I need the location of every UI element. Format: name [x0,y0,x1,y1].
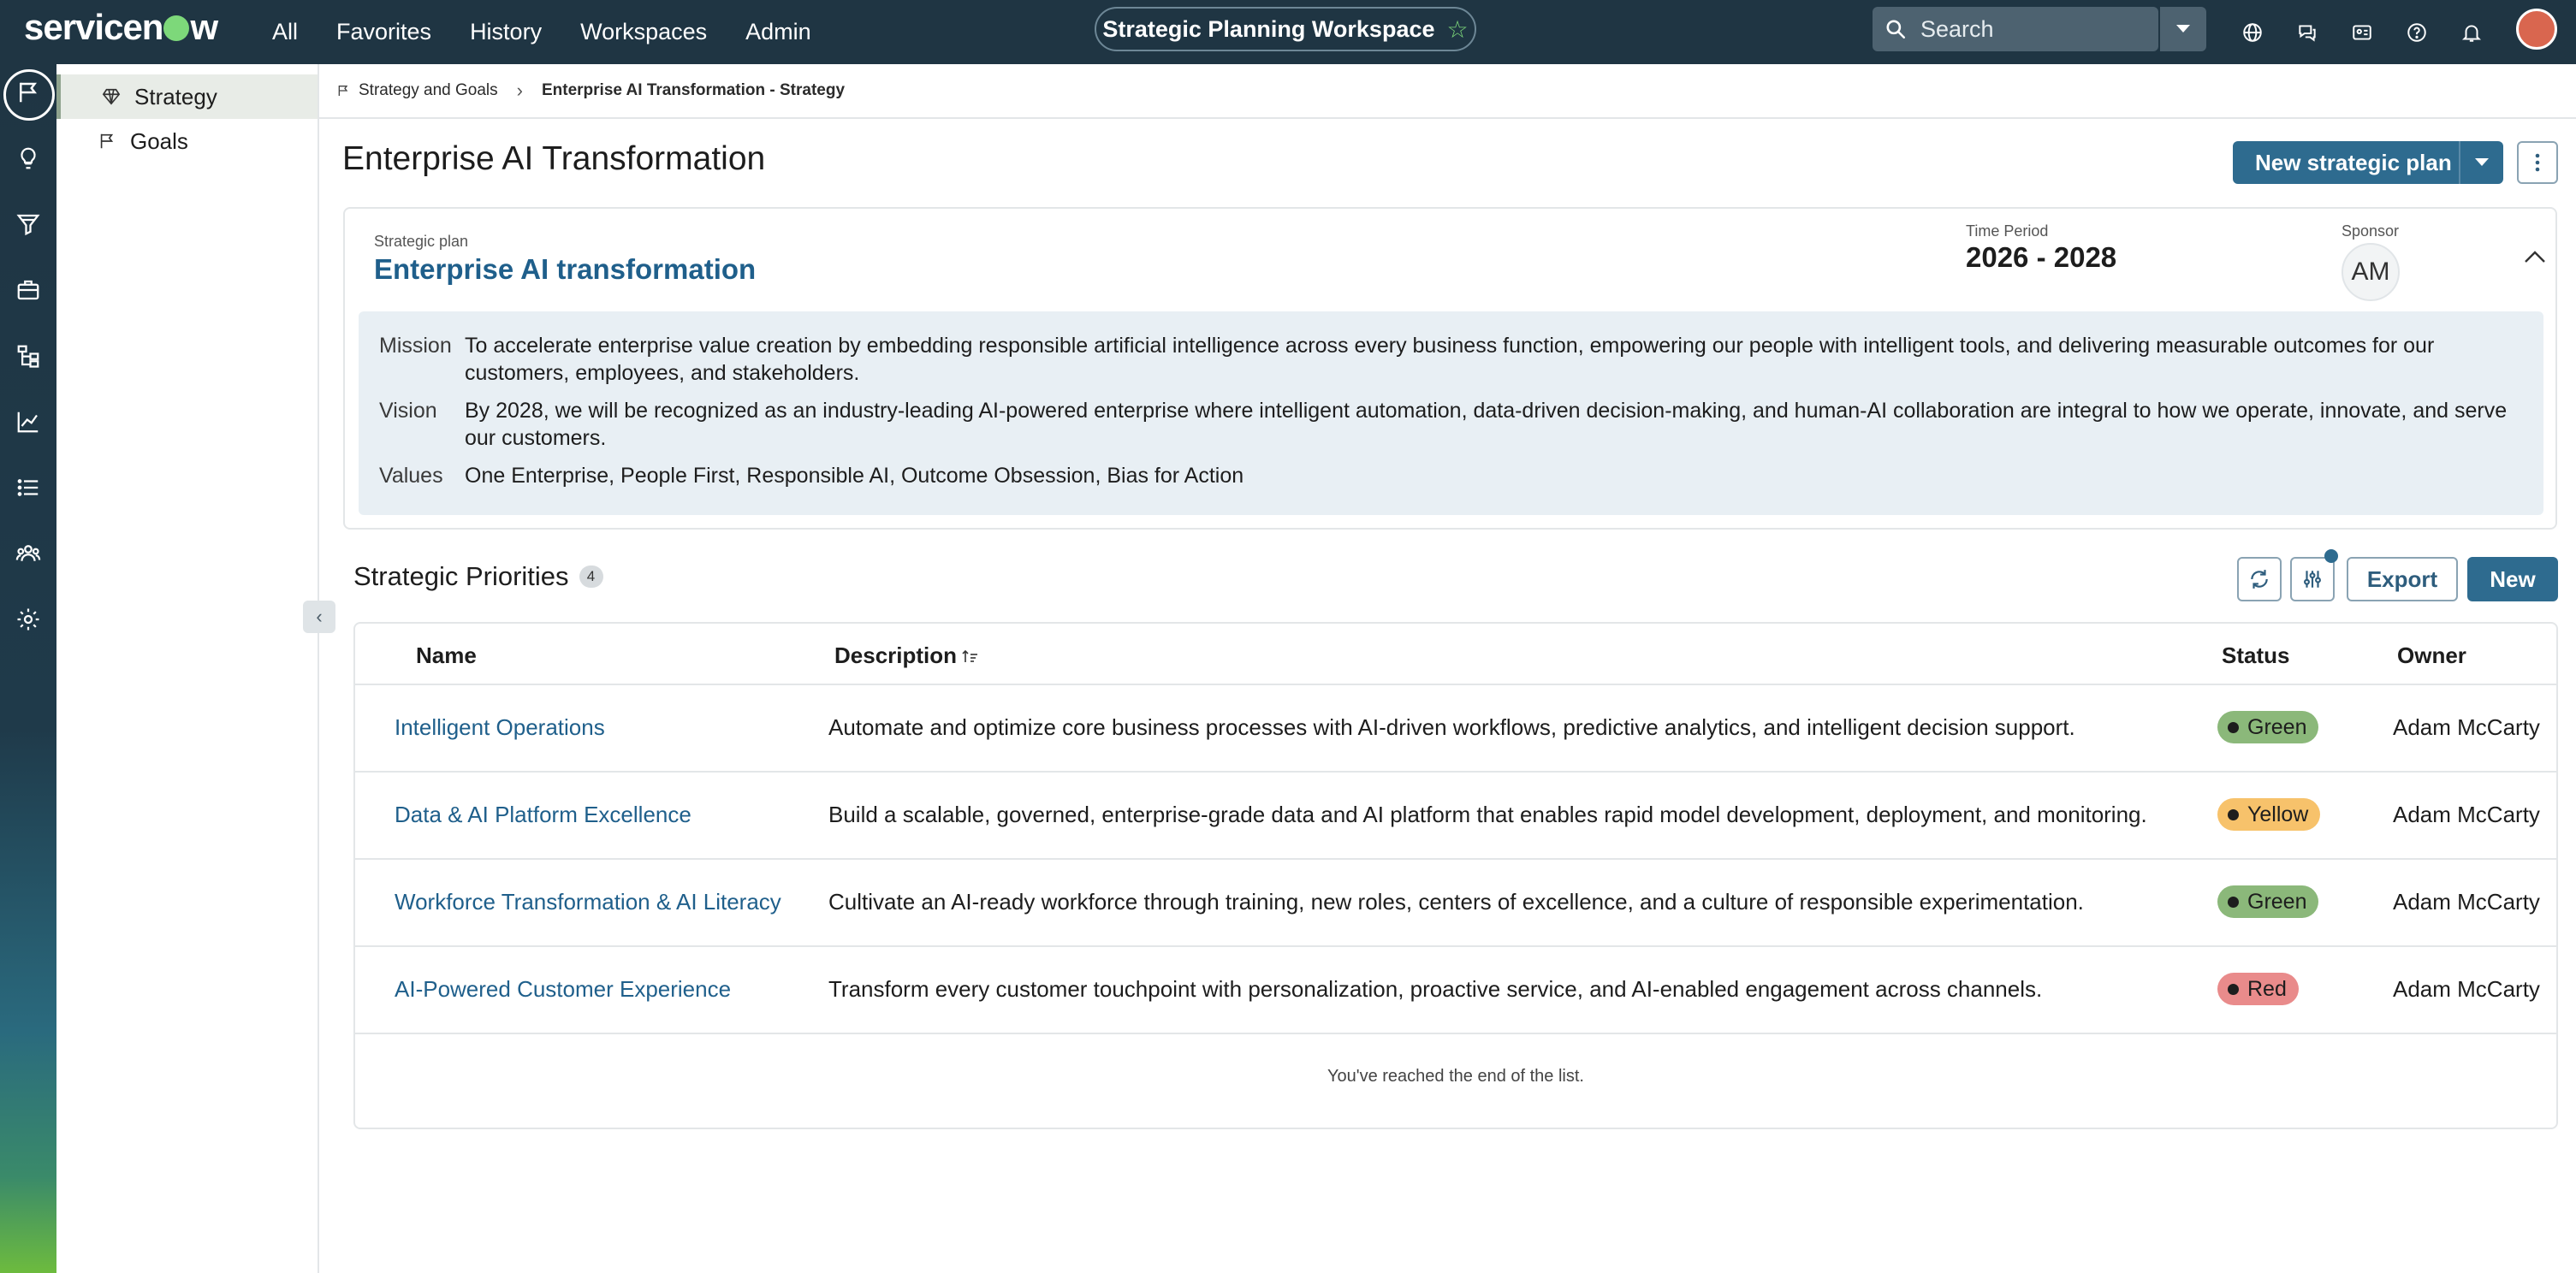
menu-workspaces[interactable]: Workspaces [580,19,708,44]
search-scope-dropdown[interactable] [2160,7,2206,51]
vision-text: By 2028, we will be recognized as an industry-leading AI-powered enterprise where intelligent automation, data-driven decision-making, and human-AI collaboration are integral to how we operate, innovate, and serve our customers. [465,399,2508,450]
sponsor-label: Sponsor [2342,222,2400,240]
column-header-description[interactable] [834,642,979,669]
top-utility-icons [2225,0,2499,64]
impersonate-icon[interactable] [2335,5,2389,60]
rail-settings-gear-icon[interactable] [0,591,56,648]
table-header [355,624,2556,685]
owner-name[interactable]: Adam McCarty [2393,714,2540,740]
subnav-item-goals[interactable] [56,119,318,163]
breadcrumb-current: Enterprise AI Transformation - Strategy [541,81,846,99]
table-row[interactable] [355,773,2556,860]
priority-name-link[interactable]: Data & AI Platform Excellence [395,802,691,827]
caret-down-icon [2473,157,2490,169]
column-header-status[interactable]: Status [2222,642,2290,668]
count-badge: 4 [579,565,603,588]
subnav-item-label: Strategy [134,83,217,110]
rail-lightbulb-icon[interactable] [0,130,56,187]
rail-briefcase-icon[interactable] [0,262,56,318]
status-badge [2217,711,2318,743]
status-dot [2228,722,2239,733]
breadcrumb-parent[interactable]: Strategy and Goals [359,81,498,99]
star-icon[interactable]: ☆ [1446,15,1469,43]
column-header-name[interactable]: Name [416,642,477,668]
values-row [379,462,2519,489]
priority-name-link[interactable]: Intelligent Operations [395,714,605,740]
section-title: Strategic Priorities [353,561,569,591]
priority-description: Cultivate an AI-ready workforce through training, new roles, centers of excellence, and a culture of responsible experimentation. [828,889,2084,915]
filter-active-indicator [2324,549,2338,563]
status-badge [2217,798,2320,831]
more-actions-button[interactable] [2517,141,2558,184]
page-title: Enterprise AI Transformation [342,140,766,177]
priority-name-link[interactable]: Workforce Transformation & AI Literacy [395,889,781,915]
status-dot [2228,984,2239,995]
global-search[interactable] [1873,7,2158,51]
refresh-button[interactable] [2237,557,2282,601]
priority-description: Automate and optimize core business processes with AI-driven workflows, predictive analytics, and intelligent decision support. [828,714,2075,740]
flag-icon [98,132,116,151]
values-text: One Enterprise, People First, Responsible AI, Outcome Obsession, Bias for Action [465,464,1244,488]
new-strategic-plan-dropdown[interactable] [2459,141,2503,184]
help-icon[interactable] [2389,5,2444,60]
rail-strategy-flag-icon[interactable] [0,64,56,121]
owner-name[interactable]: Adam McCarty [2393,976,2540,1002]
status-label: Yellow [2247,802,2309,826]
workspace-title: Strategic Planning Workspace [1102,15,1435,42]
status-dot [2228,809,2239,820]
owner-name[interactable]: Adam McCarty [2393,889,2540,915]
workspace-switcher[interactable] [1095,7,1476,51]
status-label: Green [2247,714,2307,739]
sort-ascending-icon [962,648,979,664]
filter-button[interactable] [2290,557,2335,601]
end-of-list-message: You've reached the end of the list. [1327,1067,1584,1086]
mission-text: To accelerate enterprise value creation by embedding responsible artificial intelligence across every business function, empowering our people with intelligent tools, and delivering measurable outcomes for our customers, employees, and stakeholders. [465,334,2435,385]
plan-name-link[interactable]: Enterprise AI transformation [374,253,757,285]
values-label: Values [379,464,443,488]
mission-vision-values [359,311,2543,515]
chevron-up-icon[interactable] [2524,250,2546,263]
table-row[interactable] [355,860,2556,947]
chevron-right-icon: › [516,80,523,101]
notification-bell-icon[interactable] [2444,5,2499,60]
status-badge [2217,973,2299,1005]
menu-history[interactable]: History [470,19,543,44]
column-header-owner[interactable]: Owner [2397,642,2466,668]
chat-icon[interactable] [2280,5,2335,60]
strategic-plan-card [343,207,2557,530]
priorities-table [353,622,2558,1129]
menu-favorites[interactable]: Favorites [336,19,432,44]
user-avatar[interactable] [2516,9,2557,50]
strategic-priorities-heading [353,561,603,592]
rail-list-icon[interactable] [0,459,56,516]
status-label: Green [2247,889,2307,914]
filter-sliders-icon [2301,568,2324,590]
top-navigation [0,0,2576,64]
status-badge [2217,885,2318,918]
globe-icon[interactable] [2225,5,2280,60]
rail-people-icon[interactable] [0,525,56,582]
priority-description: Transform every customer touchpoint with personalization, proactive service, and AI-enabled engagement across channels. [828,976,2043,1002]
subnav-item-label: Goals [130,127,188,154]
table-row[interactable] [355,685,2556,773]
app-rail [0,64,56,1273]
status-label: Red [2247,976,2287,1001]
mission-row [379,332,2519,387]
diamond-icon [102,87,121,106]
status-dot [2228,897,2239,908]
main-menu [272,0,850,64]
servicenow-logo[interactable]: servicen w [24,7,218,47]
mission-label: Mission [379,334,452,358]
chevron-left-icon: ‹ [316,606,323,627]
menu-all[interactable]: All [272,19,299,44]
kebab-menu-icon [2535,153,2540,172]
refresh-icon [2248,568,2270,590]
sponsor-avatar[interactable]: AM [2342,243,2400,301]
menu-admin[interactable]: Admin [745,19,811,44]
export-button[interactable]: Export [2347,557,2458,601]
plan-label: Strategic plan [374,233,469,250]
priority-name-link[interactable]: AI-Powered Customer Experience [395,976,732,1002]
collapse-sidebar-button[interactable] [303,601,335,633]
rail-funnel-icon[interactable] [0,196,56,252]
flag-icon [336,83,350,98]
table-row[interactable] [355,947,2556,1034]
rail-hierarchy-icon[interactable] [0,328,56,384]
owner-name[interactable]: Adam McCarty [2393,802,2540,827]
new-strategic-plan-button[interactable]: New strategic plan [2233,141,2474,184]
subnav-item-strategy[interactable] [56,74,318,119]
rail-analytics-icon[interactable] [0,394,56,450]
time-period-value: 2026 - 2028 [1966,241,2117,273]
breadcrumb [319,64,2576,119]
search-input[interactable] [1920,16,2134,43]
column-header-label: Description [834,642,958,668]
strategy-subnav [56,64,319,1273]
vision-row [379,397,2519,452]
vision-label: Vision [379,399,437,423]
search-icon [1885,18,1907,40]
new-priority-button[interactable]: New [2467,557,2558,601]
time-period-label: Time Period [1966,222,2049,240]
caret-down-icon [2175,23,2192,35]
priority-description: Build a scalable, governed, enterprise-grade data and AI platform that enables rapid model development, deployment, and monitoring. [828,802,2147,827]
